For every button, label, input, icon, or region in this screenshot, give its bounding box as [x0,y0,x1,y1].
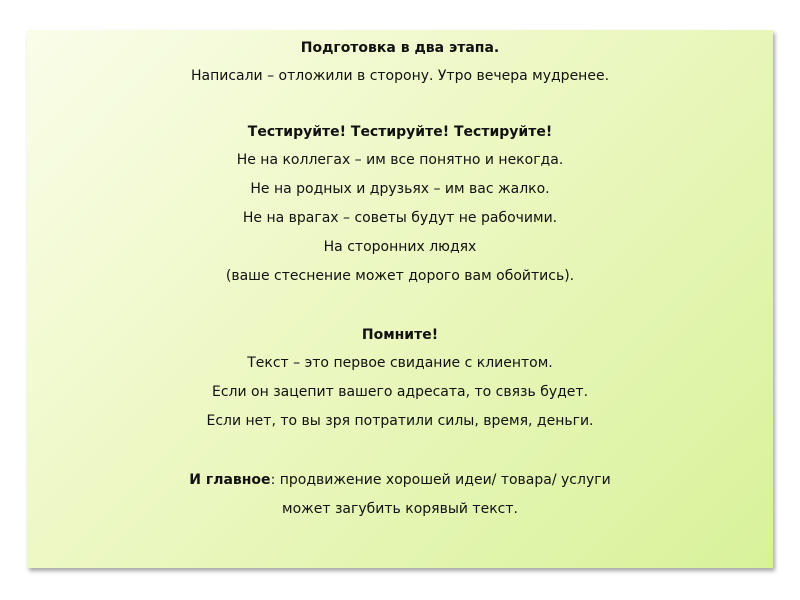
main-point-line-2: может загубить корявый текст. [282,501,518,517]
remember-line: Если он зацепит вашего адресата, то связь будет. [211,384,589,400]
intro-line: Написали – отложили в сторону. Утро вечера мудренее. [190,68,610,84]
test-line: На сторонних людях [323,239,477,255]
test-line: Не на врагах – советы будут не рабочими. [242,210,558,226]
main-point-text: : продвижение хорошей идеи/ товара/ услуги [270,472,611,488]
test-line: Не на родных и друзьях – им вас жалко. [250,181,550,197]
remember-heading: Помните! [361,327,439,343]
test-line: Не на коллегах – им все понятно и некогда. [236,152,564,168]
main-point-line [27,471,773,489]
text-card [27,30,773,568]
card-title: Подготовка в два этапа. [300,40,500,56]
main-point-label: И главное [189,472,271,488]
test-heading: Тестируйте! Тестируйте! Тестируйте! [247,124,553,140]
remember-line: Текст – это первое свидание с клиентом. [247,355,553,371]
test-line: (ваше стеснение может дорого вам обойтись). [225,268,575,284]
remember-line: Если нет, то вы зря потратили силы, время, деньги. [206,413,594,429]
